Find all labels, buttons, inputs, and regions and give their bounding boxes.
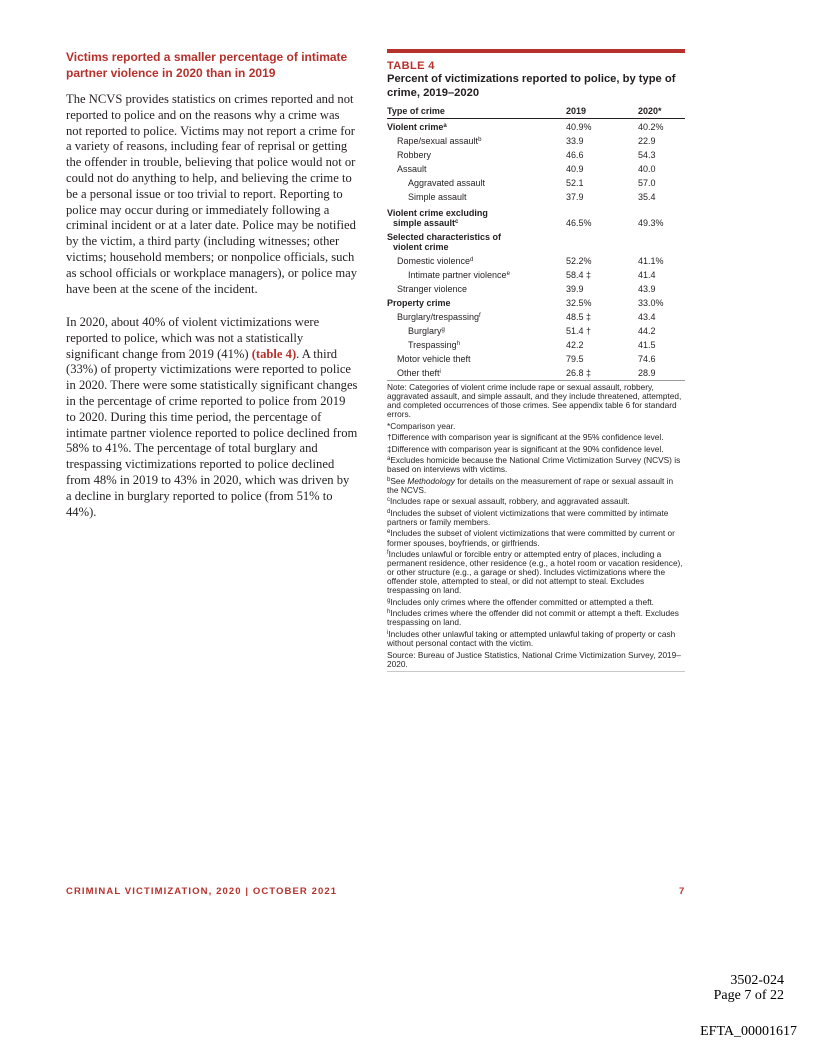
table-bottom-rule [387, 671, 685, 672]
value-2020: 40.2% [638, 121, 664, 132]
note-comparison-year: *Comparison year. [387, 420, 456, 431]
bates-number: EFTA_00001617 [700, 1024, 797, 1039]
value-2020: 74.6 [638, 353, 656, 364]
footnote-d: $^d$Includes the subset of violent victimizations that were committed by intimate partners or family members. [387, 507, 669, 527]
table-row [387, 267, 685, 281]
table-row [387, 133, 685, 147]
table-row [387, 203, 685, 229]
table-row [387, 309, 685, 323]
paragraph-text-part2: . A third (33%) of property victimizations were reported to police in 2020. There were some statistically significant changes in the percentage of crime reported to police from 2019 to 2020. During this time period, the percentage of intimate partner violence reported to police declined from 58% to 41%. The percentage of total burglary and trespassing victimizations reported to police declined from 48% in 2019 to 43% in 2020, which was driven by a decline in burglary reported to police (from 51% to 44%). [66, 346, 358, 519]
source-note: Source: Bureau of Justice Statistics, National Crime Victimization Survey, 2019–2020. [387, 649, 681, 669]
value-2020: 57.0 [638, 177, 656, 188]
value-2019: 46.6 [566, 149, 584, 160]
footnote-b: $^b$See Methodology for details on the measurement of rape or sexual assault in the NCVS. [387, 475, 674, 495]
row-label: Other theft$^i$ [397, 367, 441, 378]
footer-page-number: 7 [679, 886, 686, 897]
document-stamp [714, 973, 784, 1003]
row-label: Violent crime$^a$ [387, 121, 447, 132]
row-label: Burglary/trespassing$^f$ [397, 311, 481, 322]
table-4-panel [387, 49, 685, 672]
row-label: Aggravated assault [408, 177, 486, 188]
value-2020: 41.1% [638, 255, 664, 266]
table-top-rule [387, 49, 685, 53]
row-label: Motor vehicle theft [397, 353, 471, 364]
table-header-row [387, 105, 685, 119]
value-2019: 32.5% [566, 297, 592, 308]
row-label: Trespassing$^h$ [408, 339, 461, 350]
value-2020: 43.9 [638, 283, 656, 294]
table-row [387, 175, 685, 189]
paragraph-reporting-2020 [66, 315, 358, 520]
value-2020: 49.3% [638, 217, 664, 228]
value-2020: 28.9 [638, 367, 656, 378]
value-2020: 43.4 [638, 311, 656, 322]
paragraph-text-part1: In 2020, about 40% of violent victimizations were reported to police, which was not a statistically significant change from 2019 (41%) [66, 315, 320, 361]
row-label: Burglary$^g$ [408, 325, 445, 336]
value-2019: 39.9 [566, 283, 584, 294]
table-row [387, 147, 685, 161]
table-row [387, 295, 685, 309]
table-row [387, 253, 685, 267]
value-2019: 37.9 [566, 191, 584, 202]
row-label: Violent crime excluding simple assault$^c$ [387, 208, 488, 228]
row-label: Domestic violence$^d$ [397, 255, 474, 266]
table-title: Percent of victimizations reported to police, by type of crime, 2019–2020 [387, 73, 676, 99]
header-type-of-crime: Type of crime [387, 106, 445, 116]
value-2019: 40.9% [566, 121, 592, 132]
value-2019: 52.2% [566, 255, 592, 266]
row-label: Rape/sexual assault$^b$ [397, 135, 482, 146]
table-row [387, 281, 685, 295]
value-2020: 44.2 [638, 325, 656, 336]
table-row [387, 365, 685, 379]
footnote-e: $^e$Includes the subset of violent victimizations that were committed by current or former spouses, boyfriends, or girlfriends. [387, 528, 675, 548]
table-row [387, 161, 685, 175]
table-4-link[interactable]: (table 4) [251, 346, 297, 361]
table-row [387, 337, 685, 351]
value-2020: 41.4 [638, 269, 656, 280]
footnote-i: $^i$Includes other unlawful taking or attempted unlawful taking of property or cash without personal contact with the victim. [387, 628, 676, 649]
value-2019: 79.5 [566, 353, 584, 364]
table-label: TABLE 4 [387, 60, 435, 72]
value-2019: 52.1 [566, 177, 584, 188]
value-2020: 41.5 [638, 339, 656, 350]
table-notes [387, 380, 685, 669]
row-label: Robbery [397, 149, 432, 160]
value-2019: 40.9 [566, 163, 584, 174]
table-row [387, 189, 685, 203]
note-dagger: †Difference with comparison year is significant at the 95% confidence level. [387, 432, 664, 443]
stamp-page-of: Page 7 of 22 [713, 988, 784, 1003]
value-2019: 58.4 ‡ [566, 269, 592, 280]
paragraph-reporting-overview: The NCVS provides statistics on crimes reported and not reported to police and on the reasons why a crime was not reported to police. Victims may not report a crime for a variety of reasons, including fear of reprisal or getting the offender in trouble, believing that police would not or could not do anything to help, and believing the crime to be a personal issue or too trivial to report. Reporting to police may occur during or immediately following a criminal incident or at a later date. Police may be notified by the victim, a third party (including witnesses; other victims; household members; or nonpolice officials, such as school officials or workplace managers), or police may have been at the scene of the incident. [66, 92, 358, 296]
row-label: Property crime [387, 297, 451, 308]
row-label: Simple assault [408, 191, 467, 202]
header-2019: 2019 [566, 106, 587, 116]
value-2020: 54.3 [638, 149, 656, 160]
section-heading: Victims reported a smaller percentage of intimate partner violence in 2020 than in 2019 [66, 50, 348, 80]
row-label: Selected characteristics of violent crime [387, 232, 502, 252]
value-2019: 46.5% [566, 217, 592, 228]
note-general: Note: Categories of violent crime include rape or sexual assault, robbery, aggravated assault, and simple assault, and they include threatened, attempted, and completed occurrences of those crimes. See appendix table 6 for standard errors. [387, 382, 682, 420]
footnote-h: $^h$Includes crimes where the offender did not commit or attempt a theft. Excludes trespassing on land. [387, 608, 679, 628]
row-label: Intimate partner violence$^e$ [408, 269, 510, 280]
left-column [66, 49, 358, 519]
value-2020: 35.4 [638, 191, 656, 202]
value-2019: 26.8 ‡ [566, 367, 592, 378]
footnote-g: $^g$Includes only crimes where the offender committed or attempted a theft. [387, 596, 654, 607]
table-row [387, 323, 685, 337]
footnote-c: $^c$Includes rape or sexual assault, robbery, and aggravated assault. [387, 496, 630, 507]
stamp-doc-id: 3502-024 [730, 973, 784, 988]
value-2019: 42.2 [566, 339, 584, 350]
table-row [387, 351, 685, 365]
row-label: Stranger violence [397, 283, 468, 294]
footnote-a: $^a$Excludes homicide because the National Crime Victimization Survey (NCVS) is based on interviews with victims. [387, 455, 681, 475]
value-2019: 33.9 [566, 135, 584, 146]
row-label: Assault [397, 163, 427, 174]
value-2020: 33.0% [638, 297, 664, 308]
value-2019: 48.5 ‡ [566, 311, 592, 322]
value-2020: 40.0 [638, 163, 656, 174]
header-2020: 2020* [638, 106, 662, 116]
table-row [387, 229, 685, 253]
value-2020: 22.9 [638, 135, 656, 146]
note-double-dagger: ‡Difference with comparison year is significant at the 90% confidence level. [387, 443, 664, 454]
table-row [387, 119, 685, 133]
value-2019: 51.4 † [566, 325, 592, 336]
footer-publication: CRIMINAL VICTIMIZATION, 2020 | OCTOBER 2021 [66, 886, 338, 897]
footnote-f: $^f$Includes unlawful or forcible entry or attempted entry of places, including a permanent residence, other residence (e.g., a hotel room or vacation residence), or other structure (e.g., a garage or shed). Includes victimizations where the offender stole, attempted to steal, or did not attempt to steal. Excludes trespassing on land. [387, 549, 683, 596]
